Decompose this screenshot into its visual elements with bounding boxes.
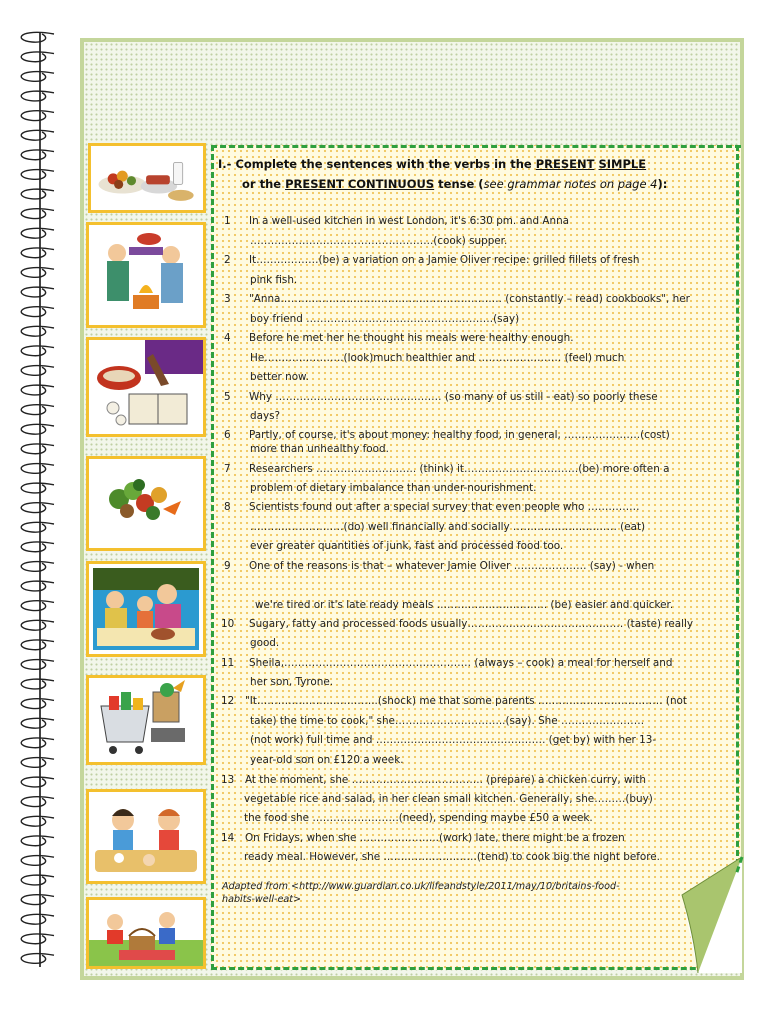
sentence-text: In a well-used kitchen in west London, it's 6:30 pm. and Anna — [249, 215, 570, 227]
sentence-number: 14 — [221, 832, 235, 844]
spiral-coil — [21, 464, 54, 474]
picnic-illustration — [86, 897, 206, 969]
spiral-coil — [21, 660, 54, 670]
spiral-coil — [21, 758, 54, 768]
sentence-text: we're tired or it's late ready meals ………………………….. (be) easier and quicker. — [255, 599, 674, 611]
present-word: PRESENT — [535, 157, 595, 171]
food-plates-illustration — [88, 143, 206, 213]
spiral-coil — [21, 562, 54, 572]
spiral-coil — [21, 934, 54, 944]
shopping-cart-illustration — [86, 675, 206, 765]
sentence-text: ready meal. However, she ………………………(tend) to cook big the night before. — [244, 851, 660, 863]
sentence-text: problem of dietary imbalance than under-nourishment. — [250, 482, 537, 494]
sentence-text: good. — [250, 637, 280, 649]
source-label: Adapted from < — [222, 881, 300, 892]
spiral-coil — [21, 346, 54, 356]
spiral-coil — [21, 307, 54, 317]
sentence-text: pink fish. — [250, 274, 298, 286]
sentence-text: ever greater quantities of junk, fast and processed food too. — [250, 540, 564, 552]
sentence-number: 3 — [224, 293, 231, 305]
present-continuous-word: PRESENT CONTINUOUS — [285, 177, 435, 191]
source-url-continued: habits-well-eat> — [222, 894, 302, 905]
exercise-title: I.- Complete the sentences with the verbs in the PRESENT SIMPLE or the PRESENT CONTINUOUS tense (see grammar notes on page 4): — [218, 157, 668, 191]
sentence-text: "It……………………………..(shock) me that some parents ……………………………… (not — [245, 695, 687, 707]
spiral-coil — [21, 797, 54, 807]
spiral-coil — [21, 228, 54, 238]
sentence-text: (not work) full time and …………………………………………. (get by) with her 13- — [250, 734, 657, 746]
spiral-coil — [21, 914, 54, 924]
spiral-coil — [21, 640, 54, 650]
spiral-coil — [21, 405, 54, 415]
spiral-coil — [21, 718, 54, 728]
family-meal-illustration — [86, 561, 206, 657]
spiral-binding — [10, 26, 62, 971]
sentence-text: It………………(be) a variation on a Jamie Oliver recipe: grilled fillets of fresh — [249, 254, 640, 266]
spiral-coil — [21, 385, 54, 395]
sentence-number: 7 — [224, 463, 231, 475]
sentence-number: 2 — [224, 254, 231, 266]
sentence-text: better now. — [250, 371, 309, 383]
spiral-coil — [21, 836, 54, 846]
spiral-coil — [21, 895, 54, 905]
spiral-coil — [21, 777, 54, 787]
spiral-coil — [21, 111, 54, 121]
vegetables-illustration — [86, 456, 206, 551]
sentence-number: 5 — [224, 391, 231, 403]
family-cooking-illustration — [86, 222, 206, 328]
grammar-note: see grammar notes on page 4 — [483, 177, 658, 191]
sentence-text: One of the reasons is that – whatever Jamie Oliver ………………… (say) - when — [249, 560, 655, 572]
spiral-coil — [21, 816, 54, 826]
spiral-coil — [21, 209, 54, 219]
spiral-coil — [21, 581, 54, 591]
sentence-text: the food she …………………….(need), spending maybe £50 a week. — [244, 812, 593, 824]
spiral-coil — [21, 130, 54, 140]
sentence-number: 11 — [221, 657, 235, 669]
spiral-coil — [21, 170, 54, 180]
sentence-text: ………………………(do) well financially and socially ………………………… (eat) — [250, 521, 646, 533]
sentence-text: vegetable rice and salad, in her clean small kitchen. Generally, she………(buy) — [244, 793, 653, 805]
spiral-coil — [21, 542, 54, 552]
sentence-number: 1 — [224, 215, 231, 227]
sentence-text: On Fridays, when she …………………..(work) late, there might be a frozen — [245, 832, 625, 844]
exercise-box — [211, 145, 741, 970]
spiral-coil — [21, 522, 54, 532]
spiral-coil — [21, 679, 54, 689]
source-credit — [222, 880, 702, 906]
sentence-number: 12 — [221, 695, 235, 707]
sentence-number: 6 — [224, 429, 231, 441]
spiral-coil — [21, 189, 54, 199]
sentence-number: 10 — [221, 618, 235, 630]
sentence-number: 8 — [224, 501, 231, 513]
spiral-coil — [21, 326, 54, 336]
spiral-coil — [21, 268, 54, 278]
source-url: http://www.guardian.co.uk/lifeandstyle/2011/may/10/britains-food- — [299, 881, 620, 892]
spiral-coil — [21, 32, 54, 42]
sentence-text: At the moment, she ……………………………….. (prepare) a chicken curry, with — [245, 774, 647, 786]
spiral-coil — [21, 601, 54, 611]
sentence-text: her son, Tyrone. — [250, 676, 334, 688]
spiral-coil — [21, 287, 54, 297]
spiral-coil — [21, 72, 54, 82]
spiral-coil — [21, 699, 54, 709]
spiral-coil — [21, 91, 54, 101]
sentence-number: 13 — [221, 774, 235, 786]
kids-cooking-illustration — [86, 789, 206, 884]
spiral-coil — [21, 954, 54, 964]
spiral-coil — [21, 483, 54, 493]
spiral-coil — [21, 856, 54, 866]
sentence-text: take) the time to cook," she…………………………..(say). She …………………… — [250, 715, 645, 727]
spiral-coil — [21, 875, 54, 885]
spiral-coil — [21, 52, 54, 62]
sentence-text: Partly, of course, it's about money: healthy food, in general, ………………….(cost) — [249, 429, 670, 441]
spiral-coil — [21, 444, 54, 454]
sentence-text: boy friend ………………………………………………(say) — [250, 313, 520, 325]
sentence-text: Sugary, fatty and processed foods usually……………………………………… (taste) really — [249, 618, 694, 630]
exercise-box-right-border — [736, 145, 739, 865]
spiral-coil — [21, 738, 54, 748]
spiral-coil — [21, 620, 54, 630]
sentence-text: Researchers ……………………….. (think) it……………………………(be) more often a — [249, 463, 670, 475]
sentence-text: Sheila,……………………………………………… (always – cook) a meal for herself and — [249, 657, 673, 669]
sentence-text: year-old son on £120 a week. — [250, 754, 404, 766]
spiral-coil — [21, 503, 54, 513]
sentence-number: 4 — [224, 332, 231, 344]
sentence-text: Why ………………………………………… (so many of us still - eat) so poorly these — [249, 391, 658, 403]
sentence-text: He…………………..(look)much healthier and …………………… (feel) much — [250, 352, 625, 364]
simple-word: SIMPLE — [598, 157, 647, 171]
cookbook-reading-illustration — [86, 337, 206, 437]
sentence-text: "Anna………………………………………………………. (constantly – read) cookbooks", her — [249, 293, 690, 305]
spiral-coil — [21, 150, 54, 160]
page-curl-corner — [676, 855, 746, 975]
spiral-coil — [21, 424, 54, 434]
spiral-coil — [21, 248, 54, 258]
sentence-text: Scientists found out after a special survey that even people who …………… — [249, 501, 640, 513]
sentence-text: more than unhealthy food. — [250, 443, 389, 455]
spiral-coil — [21, 366, 54, 376]
sentence-number: 9 — [224, 560, 231, 572]
sentence-text: Before he met her he thought his meals were healthy enough. — [249, 332, 574, 344]
sentence-text: days? — [250, 410, 281, 422]
sentence-text: ……………………………………………..(cook) supper. — [250, 235, 508, 247]
